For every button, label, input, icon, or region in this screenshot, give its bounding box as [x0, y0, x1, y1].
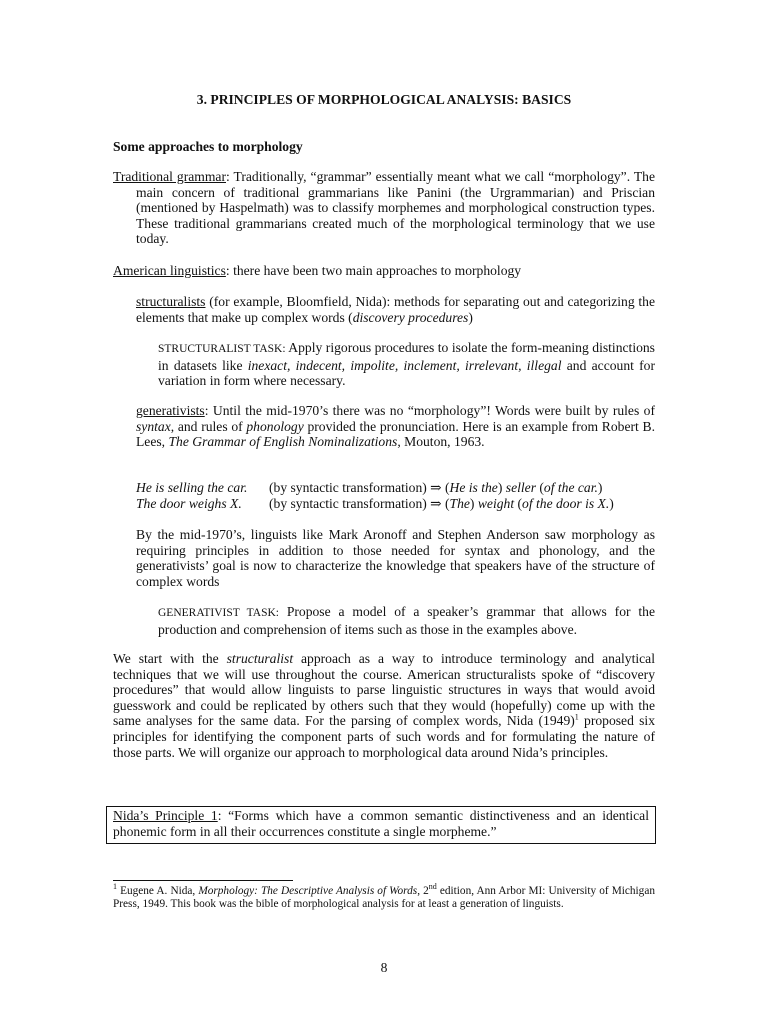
- example-transformation: (by syntactic transformation) ⇒ (: [269, 495, 450, 511]
- generativist-task-paragraph: [158, 604, 655, 637]
- example-source: The door weighs X.: [136, 495, 242, 511]
- example-part: ): [597, 480, 603, 495]
- generativist-task-text: Propose a model of a speaker’s grammar that allows for the production and comprehension of items such as those in the examples above.: [158, 604, 655, 637]
- start-text-2: approach as a way to introduce terminology and analytical techniques that we will use throughout the course. American structuralists spoke of “discovery procedures” that would allow linguists to parse linguistic structures in ways that would avoid guesswork and could be replicated by others such that they would (hopefully) come up with the same analyses for the same data. For the parsing of complex words, Nida (1949): [113, 651, 655, 729]
- start-text-1: We start with the: [113, 651, 227, 666]
- footnote-ordinal: nd: [428, 882, 437, 892]
- footnote: [113, 882, 655, 911]
- structuralists-text-1: (for example, Bloomfield, Nida): methods for separating out and categorizing the elements that make up complex words (: [136, 294, 655, 325]
- generativists-text-2: , and rules of: [170, 418, 247, 434]
- example-part: ): [609, 495, 614, 511]
- trad-colon: :: [226, 169, 230, 184]
- nida-principle-label: Nida’s Principle 1: [113, 808, 218, 823]
- start-text-3: proposed six principles for identifying the component parts of such words and for formulating the nature of those parts. We will organize our approach to morphological data around Nida’s principles.: [113, 713, 655, 760]
- footnote-book-title: Morphology: The Descriptive Analysis of Words: [198, 885, 418, 897]
- example-part: (: [535, 480, 544, 495]
- example-transformation: (by syntactic transformation) ⇒ (: [269, 480, 450, 495]
- generativists-text-4: , Mouton, 1963.: [397, 434, 485, 450]
- footnote-text-2: , 2: [417, 885, 429, 897]
- structuralist-task-words: inexact, indecent, impolite, inclement, irrelevant, illegal: [247, 357, 562, 373]
- traditional-grammar-text: Traditionally, “grammar” essentially meant what we call “morphology”. The main concern of traditional grammarians like Panini (the Urgrammarian) and Priscian (mentioned by Haspelmath) was to classify morphemes and morphological construction types. These traditional grammarians created much of the morphological terminology that we use today.: [136, 169, 656, 247]
- generativists-text-3: provided the pronunciation. Here is an example from Robert B. Lees,: [136, 418, 655, 450]
- nida-principle-box: [106, 806, 656, 844]
- page-title: 3. PRINCIPLES OF MORPHOLOGICAL ANALYSIS: BASICS: [196, 92, 572, 107]
- footnote-text-3: edition, Ann Arbor MI: University of Michigan Press, 1949. This book was the bible of morphological analysis for at least a generation of linguists.: [113, 885, 655, 910]
- lees-book-title: The Grammar of English Nominalizations: [168, 434, 398, 450]
- structuralists-text-2: ): [468, 309, 473, 325]
- example-part: He is the: [449, 480, 498, 495]
- discovery-procedures-term: discovery procedures: [352, 309, 469, 325]
- example-part: The: [449, 495, 470, 511]
- example-source: He is selling the car.: [136, 480, 248, 495]
- example-part: of the door is X.: [522, 495, 610, 511]
- example-row: [136, 496, 676, 512]
- footnote-text-1: Eugene A. Nida,: [117, 885, 199, 897]
- structuralist-task-text-2: and account for variation in form where necessary.: [158, 357, 655, 389]
- mid-1970s-paragraph: By the mid-1970’s, linguists like Mark Aronoff and Stephen Anderson saw morphology as requiring principles in addition to those needed for syntax and phonology, and the generativists’ goal is now to characterize the knowledge that speakers have of the structure of complex words: [136, 527, 655, 589]
- example-row: [136, 480, 676, 496]
- phonology-term: phonology: [246, 418, 304, 434]
- structuralist-approach-paragraph: [113, 651, 655, 760]
- traditional-grammar-paragraph: [113, 169, 655, 247]
- structuralist-task-paragraph: [158, 340, 655, 389]
- example-part: seller: [505, 480, 536, 495]
- traditional-grammar-label: Traditional grammar: [113, 169, 226, 184]
- syntax-term: syntax: [136, 418, 171, 434]
- section-heading: Some approaches to morphology: [113, 139, 303, 154]
- footnote-number: 1: [113, 882, 117, 892]
- example-part: (: [514, 495, 523, 511]
- example-part: ): [469, 495, 478, 511]
- american-linguistics-label: American linguistics: [113, 263, 226, 278]
- transformation-examples: [136, 480, 676, 511]
- american-linguistics-paragraph: [113, 263, 655, 279]
- generativists-label: generativists: [136, 403, 205, 418]
- generativists-text-1: : Until the mid-1970’s there was no “morphology”! Words were built by rules of: [204, 403, 655, 418]
- structuralist-task-label: STRUCTURALIST TASK:: [158, 343, 286, 355]
- example-part: of the car.: [543, 480, 598, 495]
- structuralists-label: structuralists: [136, 294, 206, 309]
- generativists-paragraph: [136, 403, 655, 450]
- generativist-task-label: GENERATIVIST TASK:: [158, 607, 279, 619]
- structuralist-term: structuralist: [226, 651, 294, 666]
- footnote-marker[interactable]: 1: [574, 712, 579, 722]
- american-linguistics-text: : there have been two main approaches to morphology: [225, 263, 522, 278]
- structuralists-paragraph: [136, 294, 655, 325]
- example-part: weight: [477, 495, 515, 511]
- footnote-divider: [113, 880, 293, 881]
- page-number: 8: [380, 960, 388, 975]
- structuralist-task-text-1: Apply rigorous procedures to isolate the form-meaning distinctions in datasets like: [158, 340, 655, 373]
- example-part: ): [497, 480, 506, 495]
- nida-principle-text: : “Forms which have a common semantic distinctiveness and an identical phonemic form in all their occurrences constitute a single morpheme.”: [113, 808, 649, 839]
